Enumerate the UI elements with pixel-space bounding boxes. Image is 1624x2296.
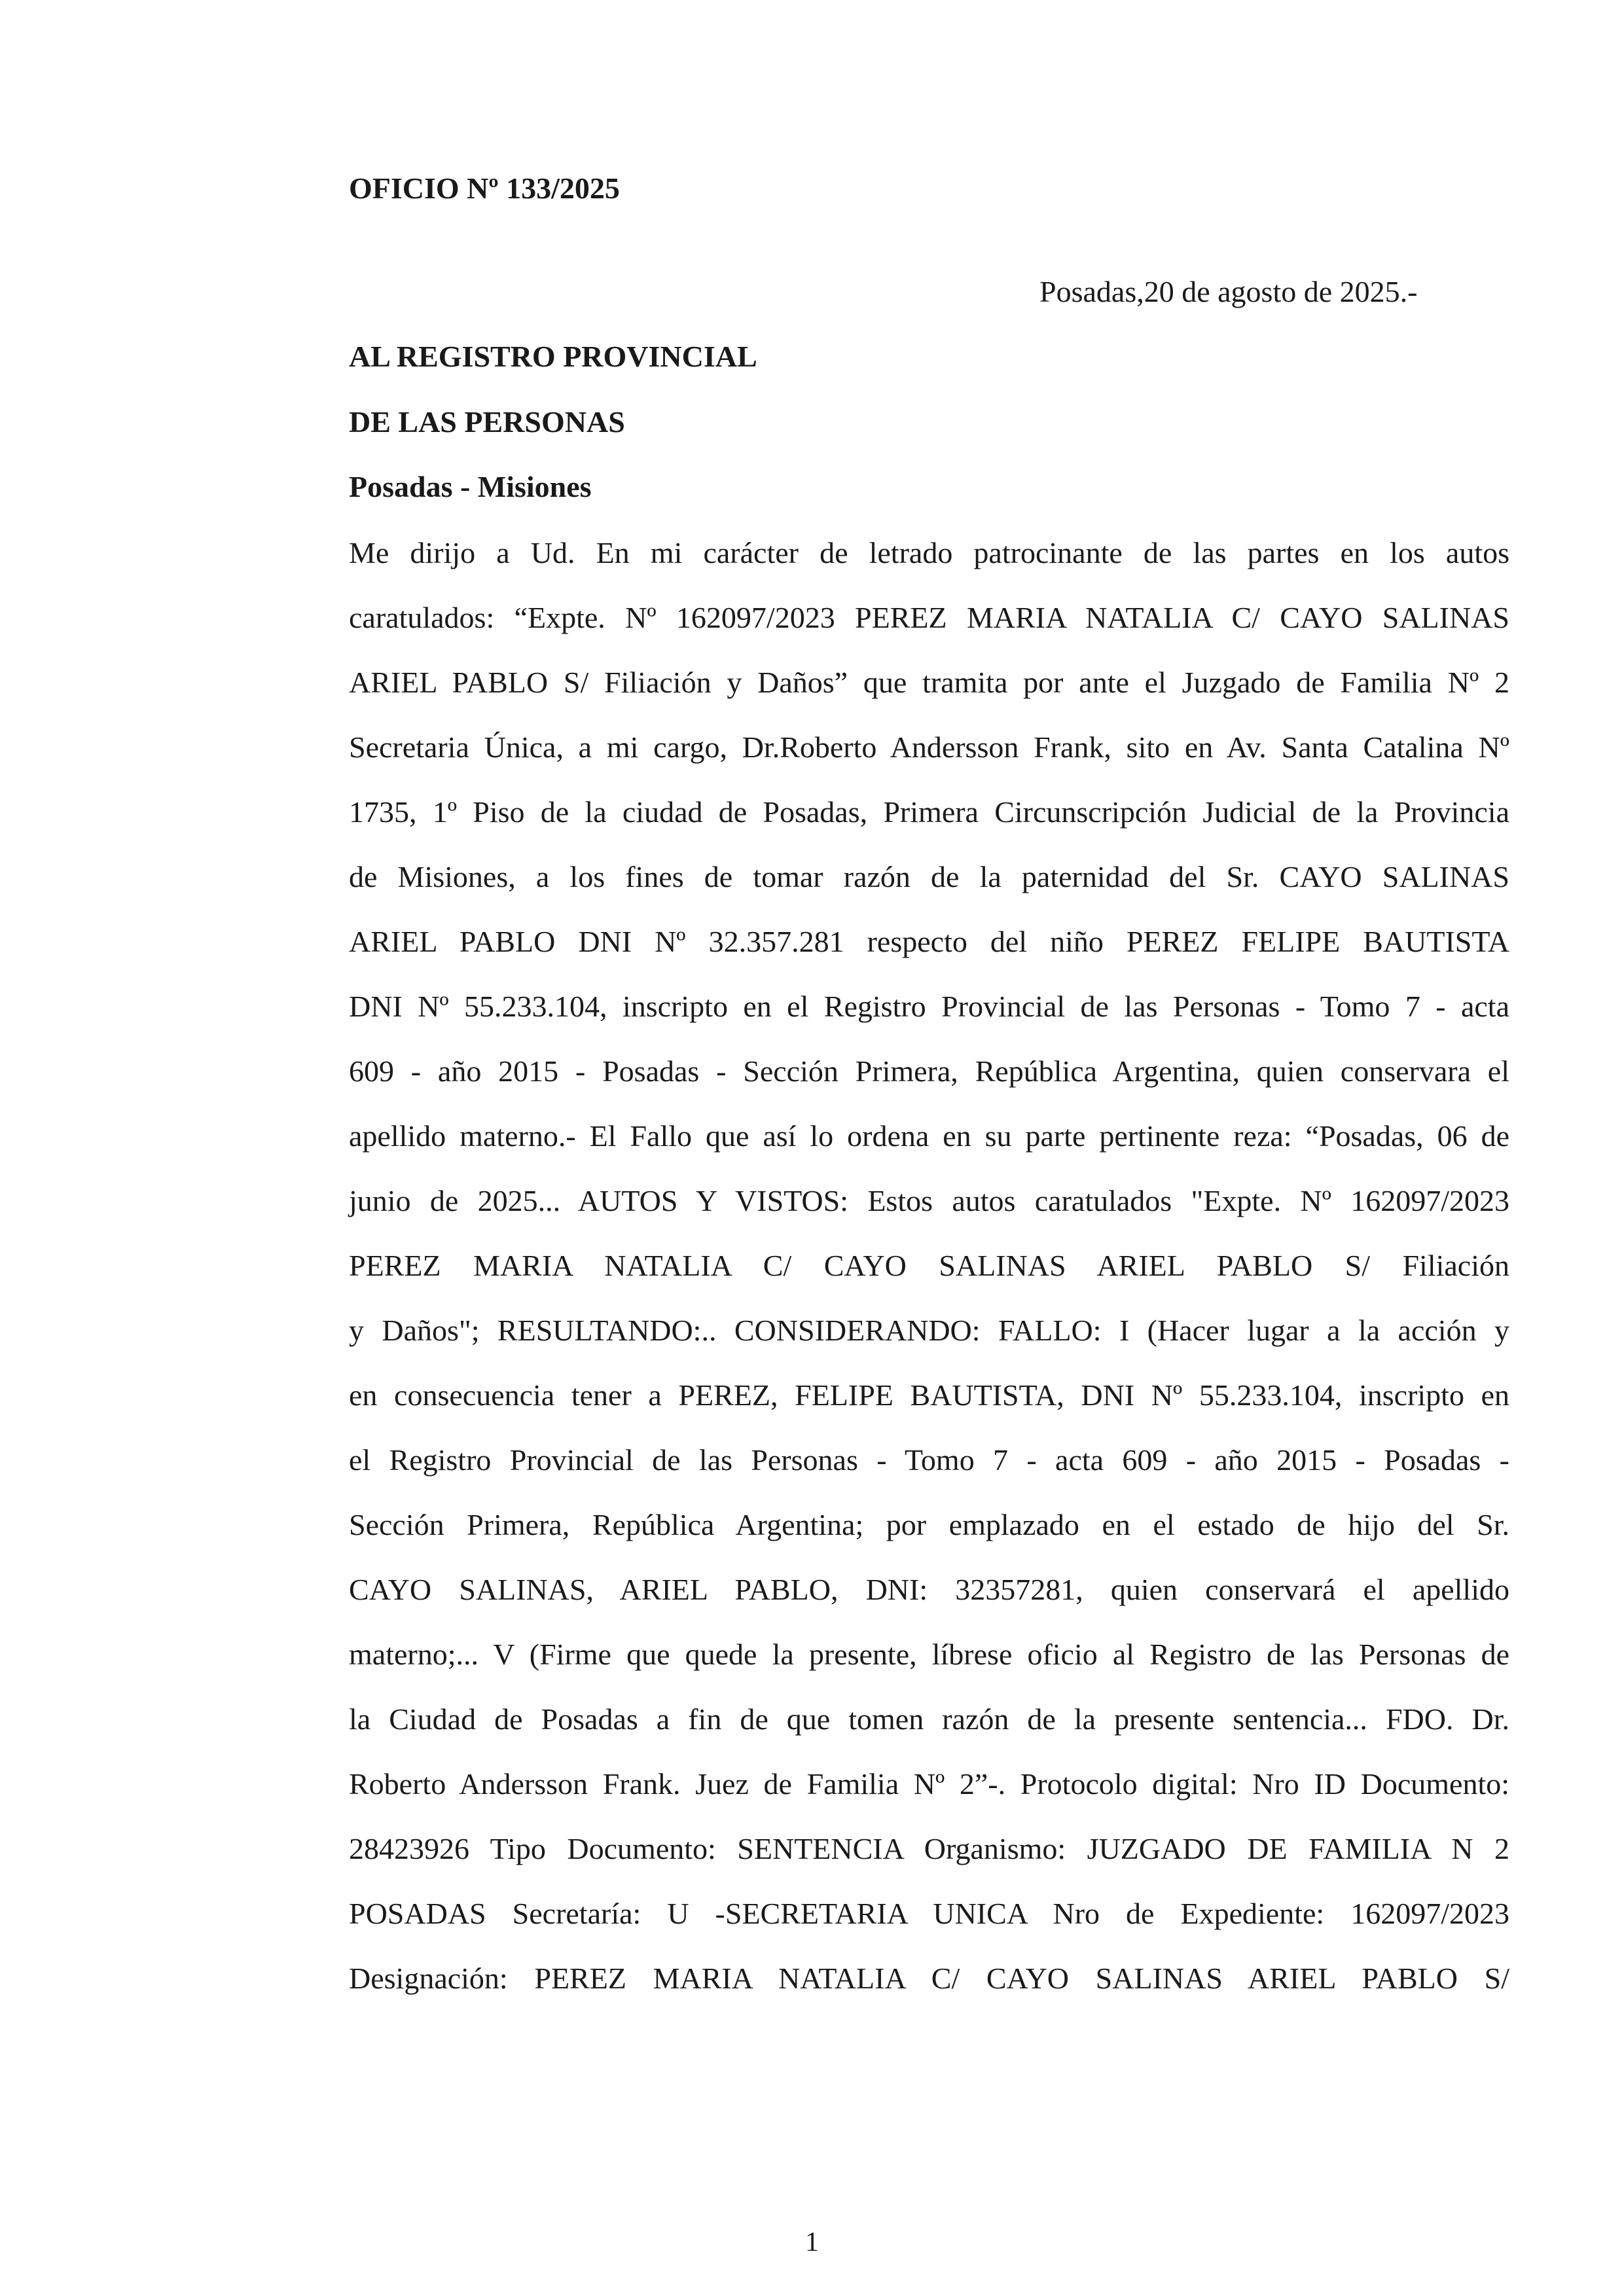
body-line: 28423926 Tipo Documento: SENTENCIA Organismo: JUZGADO DE FAMILIA N 2	[349, 1832, 1509, 1865]
body-line: DNI Nº 55.233.104, inscripto en el Registro Provincial de las Personas - Tomo 7 - acta	[349, 990, 1509, 1023]
addressee-line-2: DE LAS PERSONAS	[349, 405, 625, 439]
body-line: caratulados: “Expte. Nº 162097/2023 PEREZ MARIA NATALIA C/ CAYO SALINAS	[349, 601, 1509, 634]
body-line: junio de 2025... AUTOS Y VISTOS: Estos autos caratulados "Expte. Nº 162097/2023	[349, 1184, 1509, 1217]
body-line: ARIEL PABLO S/ Filiación y Daños” que tramita por ante el Juzgado de Familia Nº 2	[349, 666, 1509, 699]
document-date: Posadas,20 de agosto de 2025.-	[1039, 275, 1418, 308]
addressee-line-3: Posadas - Misiones	[349, 470, 592, 503]
body-line: Roberto Andersson Frank. Juez de Familia Nº 2”-. Protocolo digital: Nro ID Documento:	[349, 1767, 1509, 1801]
body-line: CAYO SALINAS, ARIEL PABLO, DNI: 32357281, quien conservará el apellido	[349, 1573, 1509, 1606]
body-line: en consecuencia tener a PEREZ, FELIPE BAUTISTA, DNI Nº 55.233.104, inscripto en	[349, 1378, 1509, 1412]
page-number: 1	[805, 2227, 819, 2257]
body-line: Designación: PEREZ MARIA NATALIA C/ CAYO SALINAS ARIEL PABLO S/	[349, 1962, 1509, 1995]
body-line: materno;... V (Firme que quede la presente, líbrese oficio al Registro de las Personas de	[349, 1638, 1509, 1671]
body-line: 609 - año 2015 - Posadas - Sección Primera, República Argentina, quien conservara el	[349, 1054, 1509, 1088]
body-line: de Misiones, a los fines de tomar razón de la paternidad del Sr. CAYO SALINAS	[349, 860, 1509, 893]
body-line: PEREZ MARIA NATALIA C/ CAYO SALINAS ARIEL PABLO S/ Filiación	[349, 1249, 1509, 1282]
body-line: el Registro Provincial de las Personas - Tomo 7 - acta 609 - año 2015 - Posadas -	[349, 1443, 1509, 1477]
body-line: Secretaria Única, a mi cargo, Dr.Roberto Andersson Frank, sito en Av. Santa Catalina Nº	[349, 730, 1509, 764]
body-line: 1735, 1º Piso de la ciudad de Posadas, Primera Circunscripción Judicial de la Provincia	[349, 795, 1509, 829]
body-line: y Daños"; RESULTANDO:.. CONSIDERANDO: FALLO: I (Hacer lugar a la acción y	[349, 1314, 1509, 1347]
body-line: apellido materno.- El Fallo que así lo ordena en su parte pertinente reza: “Posadas, 06 de	[349, 1119, 1509, 1153]
body-line: POSADAS Secretaría: U -SECRETARIA UNICA Nro de Expediente: 162097/2023	[349, 1897, 1509, 1930]
addressee-line-1: AL REGISTRO PROVINCIAL	[349, 340, 757, 373]
oficio-number: OFICIO Nº 133/2025	[349, 171, 620, 205]
body-line: la Ciudad de Posadas a fin de que tomen razón de la presente sentencia... FDO. Dr.	[349, 1702, 1509, 1736]
body-line: Sección Primera, República Argentina; por emplazado en el estado de hijo del Sr.	[349, 1508, 1509, 1541]
body-line: Me dirijo a Ud. En mi carácter de letrado patrocinante de las partes en los autos	[349, 536, 1509, 569]
body-line: ARIEL PABLO DNI Nº 32.357.281 respecto del niño PEREZ FELIPE BAUTISTA	[349, 925, 1509, 958]
